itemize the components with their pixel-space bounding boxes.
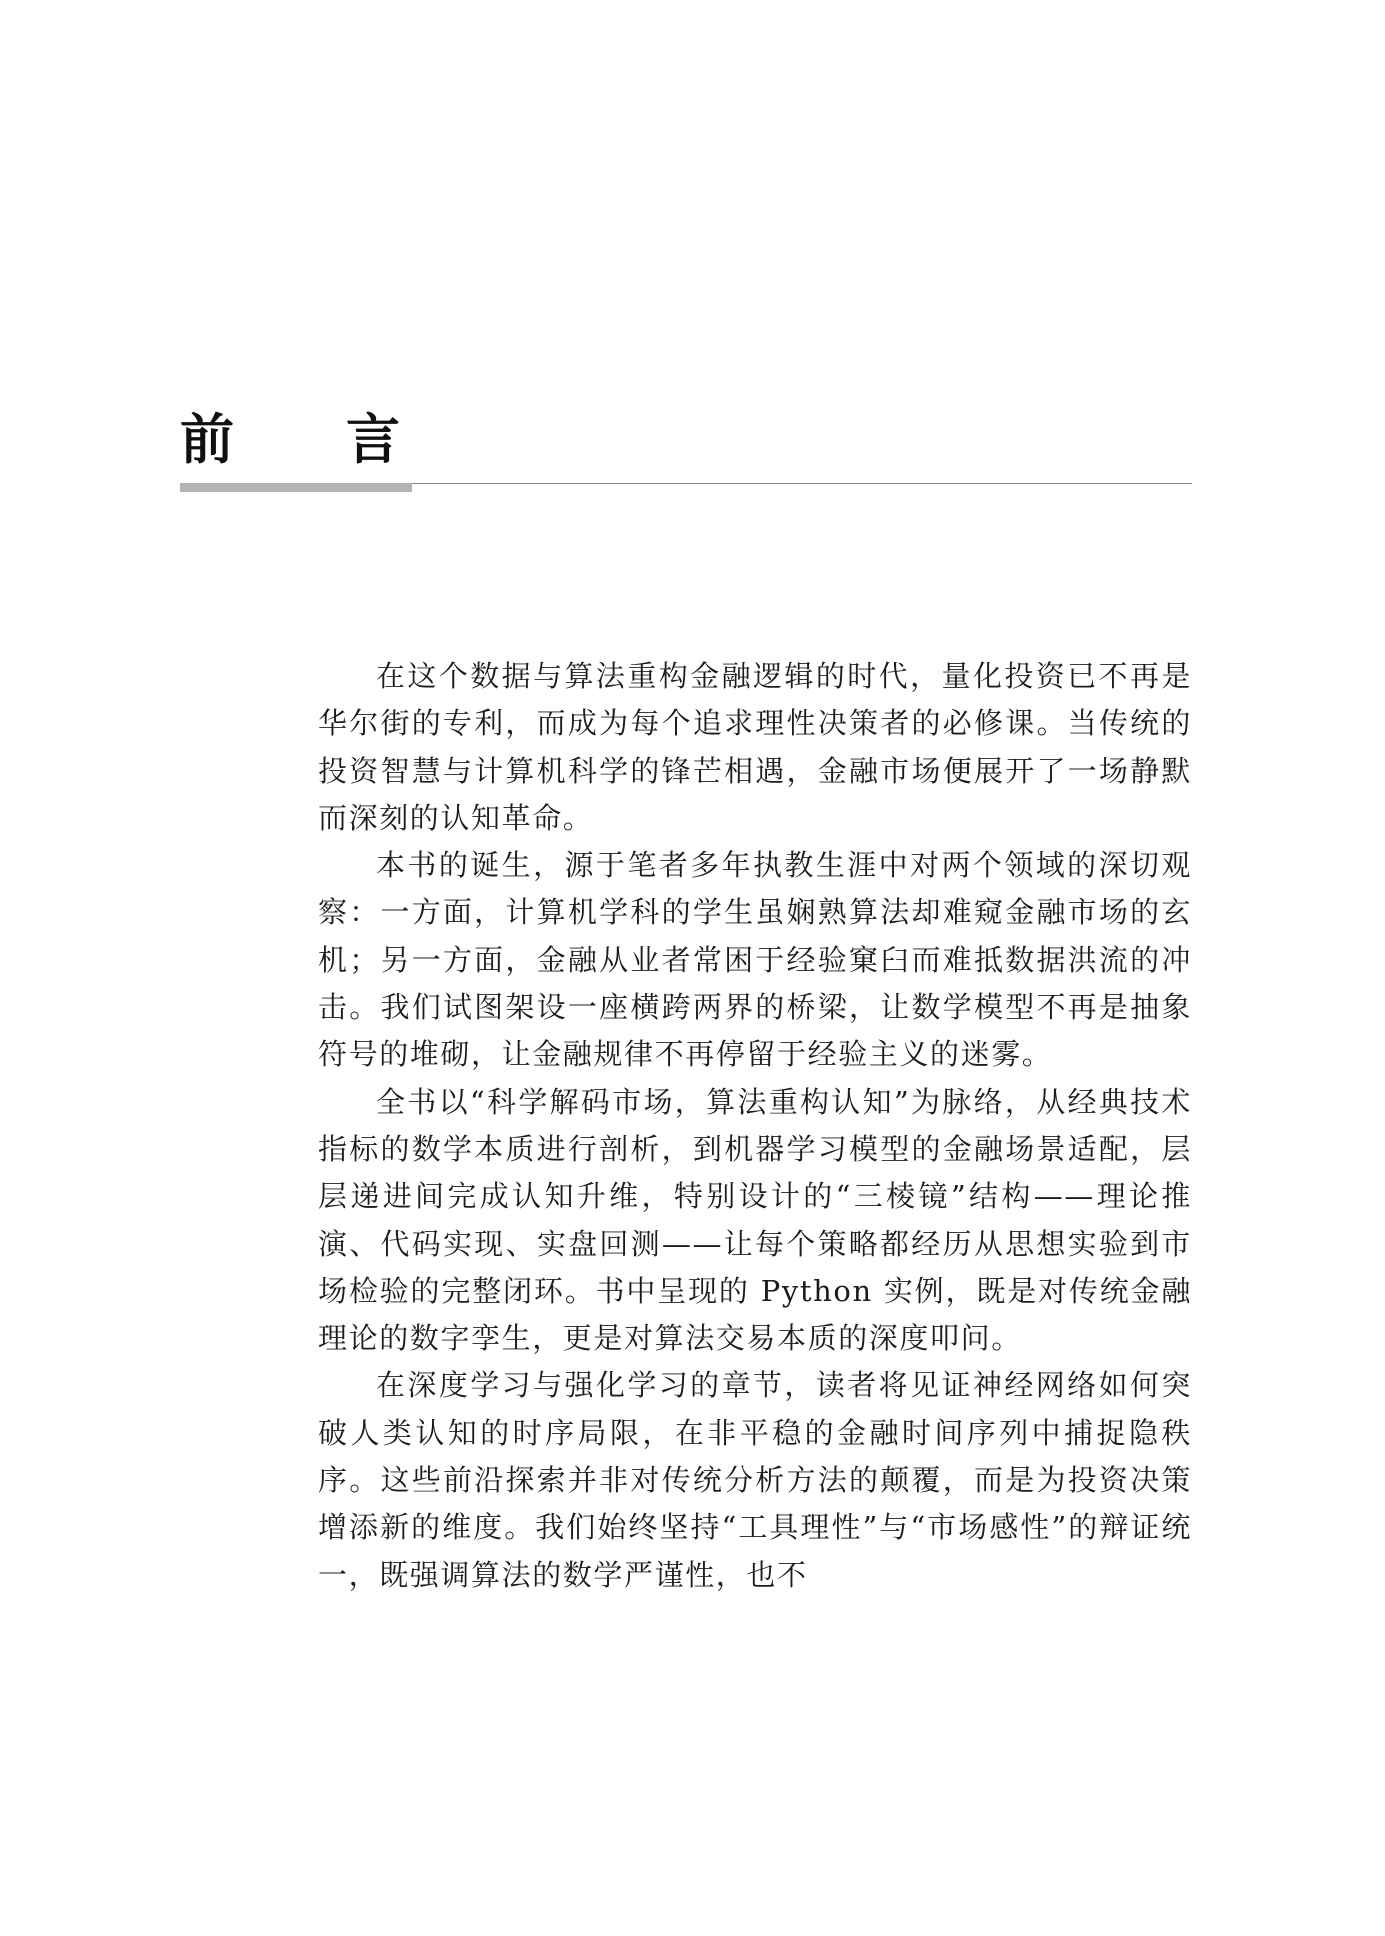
paragraph-3: 全书以“科学解码市场，算法重构认知”为脉络，从经典技术指标的数学本质进行剖析，到机器学习模型的金融场景适配，层层递进间完成认知升维，特别设计的“三棱镜”结构——理论推演、代码实现、实盘回测——让每个策略都经历从思想实验到市场检验的完整闭环。书中呈现的 Python 实例，既是对传统金融理论的数字孪生，更是对算法交易本质的深度叩问。 [318,1084,1192,1356]
paragraph-2: 本书的诞生，源于笔者多年执教生涯中对两个领域的深切观察：一方面，计算机学科的学生虽娴熟算法却难窥金融市场的玄机；另一方面，金融从业者常困于经验窠臼而难抵数据洪流的冲击。我们试图架设一座横跨两界的桥梁，让数学模型不再是抽象符号的堆砌，让金融规律不再停留于经验主义的迷雾。 [318,848,1192,1072]
paragraph-4: 在深度学习与强化学习的章节，读者将见证神经网络如何突破人类认知的时序局限，在非平稳的金融时间序列中捕捉隐秩序。这些前沿探索并非对传统分析方法的颠覆，而是为投资决策增添新的维度。我们始终坚持“工具理性”与“市场感性”的辩证统一，既强调算法的数学严谨性，也不 [318,1368,1192,1592]
paragraph-1: 在这个数据与算法重构金融逻辑的时代，量化投资已不再是华尔街的专利，而成为每个追求理性决策者的必修课。当传统的投资智慧与计算机科学的锋芒相遇，金融市场便展开了一场静默而深刻的认知革命。 [318,659,1192,835]
page-title: 前言 [180,408,512,471]
preface-body [318,653,1192,1599]
title-underline-accent [180,483,412,492]
